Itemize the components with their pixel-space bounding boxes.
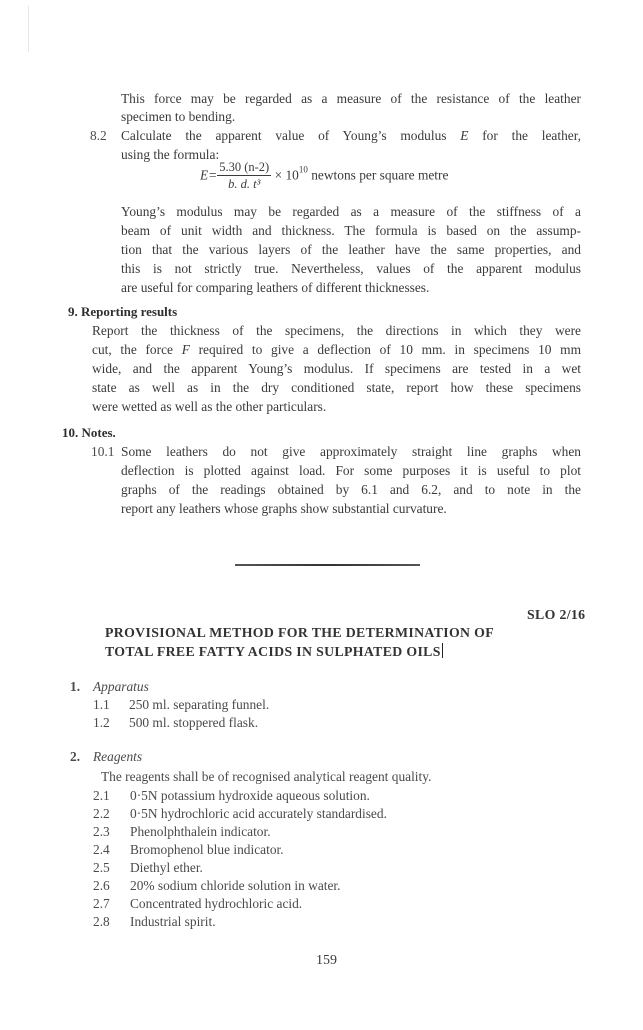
reagent-item-2-text: 0·5N hydrochloric acid accurately standardised. bbox=[130, 806, 387, 821]
formula-multiplier: × 10 bbox=[274, 167, 299, 183]
explanation-line-1: Young’s modulus may be regarded as a measure of the stiffness of a bbox=[121, 204, 581, 219]
reagent-item-7-number: 2.7 bbox=[93, 896, 110, 911]
reagent-item-4-number: 2.4 bbox=[93, 842, 110, 857]
page-number: 159 bbox=[316, 953, 337, 968]
section9-heading: 9. Reporting results bbox=[68, 304, 178, 319]
section-divider-rule bbox=[235, 564, 420, 566]
reagent-item-2-number: 2.2 bbox=[93, 806, 110, 821]
formula-numerator: 5.30 (n-2) bbox=[219, 160, 270, 174]
apparatus-title: Apparatus bbox=[93, 679, 149, 694]
section10-line-1: Some leathers do not give approximately straight line graphs when bbox=[121, 444, 581, 459]
reagent-item-3-text: Phenolphthalein indicator. bbox=[130, 824, 271, 839]
section10-line-3: graphs of the readings obtained by 6.1 and 6.2, and to note in the bbox=[121, 482, 581, 497]
explanation-line-5: are useful for comparing leathers of different thicknesses. bbox=[121, 280, 430, 295]
formula-lhs: E= bbox=[200, 167, 218, 183]
slo-title-line-2-text: TOTAL FREE FATTY ACIDS IN SULPHATED OILS bbox=[105, 644, 441, 659]
section9-line-4: state as well as in the dry conditioned state, report how these specimens bbox=[92, 380, 581, 395]
slo-title-line-2 bbox=[105, 643, 443, 660]
item-8-2-line-2: using the formula: bbox=[121, 147, 220, 162]
section9-line-2: cut, the force F required to give a deflection of 10 mm. in specimens 10 mm bbox=[92, 342, 582, 357]
section9-line-5: were wetted as well as the other particulars. bbox=[92, 399, 327, 414]
slo-title-line-1: PROVISIONAL METHOD FOR THE DETERMINATION OF bbox=[105, 625, 495, 640]
apparatus-number: 1. bbox=[70, 679, 81, 694]
explanation-line-2: beam of unit width and thickness. The formula is based on the assump- bbox=[121, 223, 581, 238]
reagent-item-8-number: 2.8 bbox=[93, 914, 110, 929]
reagent-item-5-text: Diethyl ether. bbox=[130, 860, 203, 875]
section8-intro-line-2: specimen to bending. bbox=[121, 109, 236, 124]
youngs-modulus-formula bbox=[200, 159, 448, 199]
apparatus-item-1-number: 1.1 bbox=[93, 697, 110, 712]
apparatus-item-2-number: 1.2 bbox=[93, 715, 110, 730]
reagent-item-8-text: Industrial spirit. bbox=[130, 914, 216, 929]
explanation-line-3: tion that the various layers of the leather have the same properties, and bbox=[121, 242, 581, 257]
reagent-item-1-number: 2.1 bbox=[93, 788, 110, 803]
reagent-item-6-number: 2.6 bbox=[93, 878, 110, 893]
apparatus-item-1-text: 250 ml. separating funnel. bbox=[129, 697, 270, 712]
scan-margin-mark bbox=[28, 6, 29, 52]
reagent-item-3-number: 2.3 bbox=[93, 824, 110, 839]
text-cursor bbox=[442, 643, 443, 658]
reagent-item-6-text: 20% sodium chloride solution in water. bbox=[130, 878, 341, 893]
item-8-2-number: 8.2 bbox=[90, 128, 107, 143]
slo-code: SLO 2/16 bbox=[527, 607, 586, 622]
item-10-1-number: 10.1 bbox=[91, 444, 115, 459]
section8-intro-line-1: This force may be regarded as a measure of the resistance of the leather bbox=[121, 91, 581, 106]
reagents-intro: The reagents shall be of recognised analytical reagent quality. bbox=[101, 769, 432, 784]
section9-line-1: Report the thickness of the specimens, the directions in which they were bbox=[92, 323, 581, 338]
section10-line-2: deflection is plotted against load. For some purposes it is useful to plot bbox=[121, 463, 581, 478]
formula-exponent: 10 bbox=[298, 164, 308, 175]
section9-line-3: wide, and the apparent Young’s modulus. If specimens are tested in a wet bbox=[92, 361, 581, 376]
formula-denominator: b. d. t³ bbox=[228, 177, 261, 191]
section10-heading: 10. Notes. bbox=[62, 425, 116, 440]
reagent-item-4-text: Bromophenol blue indicator. bbox=[130, 842, 284, 857]
formula-units: newtons per square metre bbox=[307, 167, 449, 183]
reagent-item-7-text: Concentrated hydrochloric acid. bbox=[130, 896, 303, 911]
reagents-number: 2. bbox=[70, 749, 81, 764]
reagent-item-1-text: 0·5N potassium hydroxide aqueous solution. bbox=[130, 788, 370, 803]
explanation-line-4: this is not strictly true. Nevertheless, values of the apparent modulus bbox=[121, 261, 581, 276]
apparatus-item-2-text: 500 ml. stoppered flask. bbox=[129, 715, 259, 730]
section10-line-4: report any leathers whose graphs show substantial curvature. bbox=[121, 501, 447, 516]
reagent-item-5-number: 2.5 bbox=[93, 860, 110, 875]
item-8-2-line-1: Calculate the apparent value of Young’s modulus E for the leather, bbox=[121, 128, 581, 143]
formula-fraction bbox=[217, 159, 271, 192]
reagents-title: Reagents bbox=[93, 749, 143, 764]
